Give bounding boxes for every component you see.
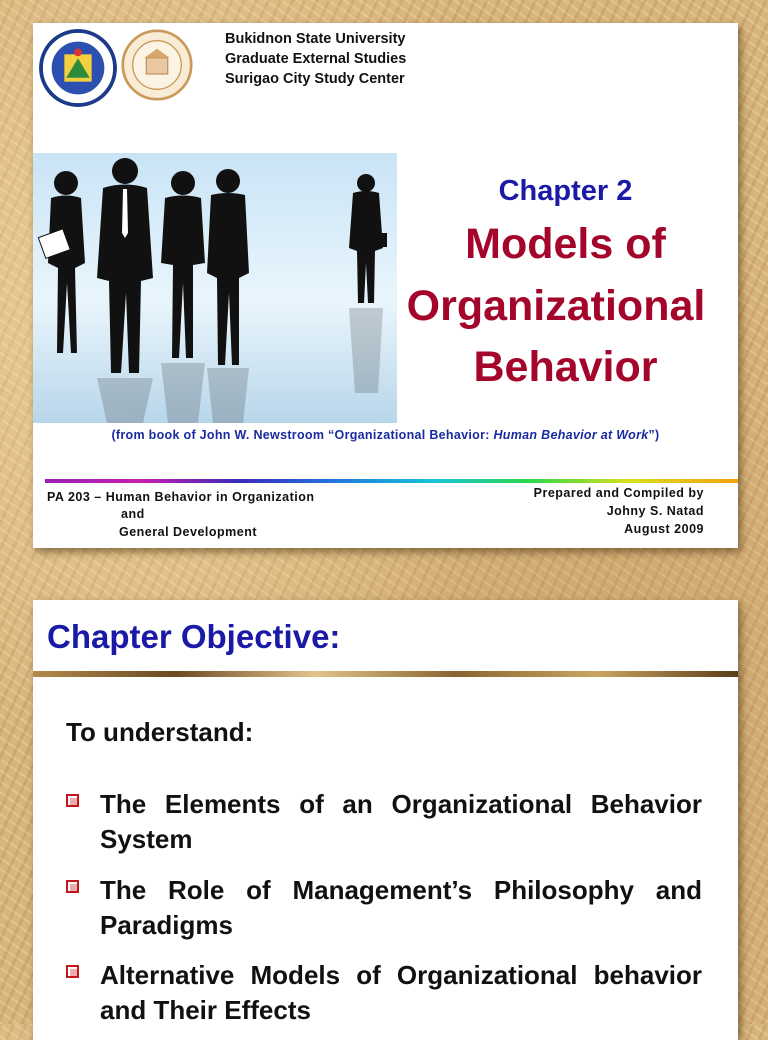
study-center-name: Surigao City Study Center [225,71,405,87]
chapter-label: Chapter 2 [498,175,633,207]
bullet-square-icon [66,880,79,893]
prepared-by-label: Prepared and Compiled by [533,486,704,500]
divider-rule [33,671,738,677]
bullet-square-icon [66,794,79,807]
title-line-2: Organizational [406,282,706,330]
date: August 2009 [624,522,704,536]
course-line-3: General Development [119,525,258,539]
course-line-1: PA 203 – Human Behavior in Organization [47,490,315,504]
university-name: Bukidnon State University [225,31,406,47]
source-citation: (from book of John W. Newstroom “Organizational Behavior: Human Behavior at Work”) [111,428,660,442]
lead-text: To understand: [66,717,254,747]
title-slide [33,23,738,548]
objective-slide [33,600,738,1040]
objective-text: The Role of Management’s Philosophy and Paradigms [100,875,702,940]
business-people-silhouette-image [33,153,397,423]
objective-text: Alternative Models of Organizational behavior and Their Effects [100,960,702,1025]
title-line-3: Behavior [473,343,658,391]
slide-title: Chapter Objective: [47,618,341,655]
objective-item [66,958,702,1028]
course-line-2: and [121,507,145,521]
objective-item [66,787,702,857]
objective-item [66,873,702,943]
objective-text: The Elements of an Organizational Behavior System [100,789,702,854]
study-center-seal-icon [121,29,193,101]
department-name: Graduate External Studies [225,51,407,67]
divider-rainbow [45,479,738,483]
author-name: Johny S. Natad [606,504,704,518]
title-line-1: Models of [465,220,666,268]
bullet-square-icon [66,965,79,978]
university-seal-icon [39,29,117,107]
